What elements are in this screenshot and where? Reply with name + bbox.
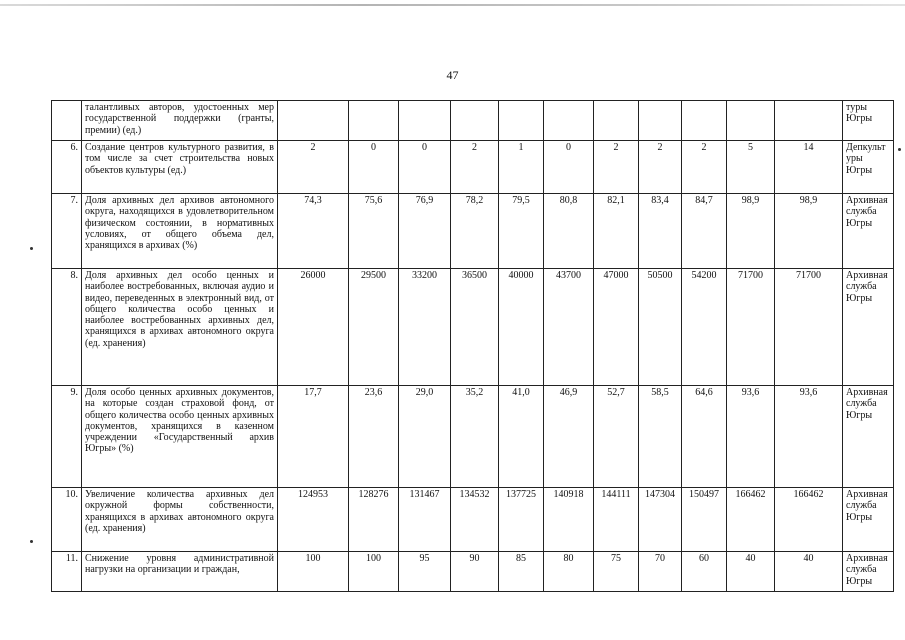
- responsible-agency: Архивная служба Югры: [843, 269, 894, 386]
- indicator-value: [499, 101, 544, 141]
- margin-dot: [30, 247, 33, 250]
- row-number: [52, 101, 82, 141]
- indicator-value: 128276: [349, 488, 399, 552]
- indicator-value: 95: [399, 552, 451, 592]
- indicator-value: 52,7: [594, 386, 639, 488]
- row-number: 6.: [52, 141, 82, 194]
- indicator-value: 75,6: [349, 194, 399, 269]
- table-row: [52, 552, 894, 592]
- indicator-value: 43700: [544, 269, 594, 386]
- indicator-value: 64,6: [682, 386, 727, 488]
- indicator-value: [451, 101, 499, 141]
- indicator-value: 5: [727, 141, 775, 194]
- margin-dot: [30, 540, 33, 543]
- indicator-value: 74,3: [278, 194, 349, 269]
- indicator-value: 83,4: [639, 194, 682, 269]
- responsible-agency: Архивная служба Югры: [843, 552, 894, 592]
- indicator-value: [544, 101, 594, 141]
- indicator-description: Доля особо ценных архивных документов, на которые создан страховой фонд, от общего количества особо ценных архивных документов, хранящихся в казенном учреждении «Государственный архив Югры» (%): [82, 386, 278, 488]
- indicator-value: 147304: [639, 488, 682, 552]
- indicator-value: 41,0: [499, 386, 544, 488]
- indicator-value: 85: [499, 552, 544, 592]
- indicator-description: Создание центров культурного развития, в том числе за счет строительства новых объектов культуры (ед.): [82, 141, 278, 194]
- indicator-value: 79,5: [499, 194, 544, 269]
- indicator-value: 40000: [499, 269, 544, 386]
- indicator-value: 26000: [278, 269, 349, 386]
- table-row: [52, 488, 894, 552]
- row-number: 7.: [52, 194, 82, 269]
- indicator-value: 80: [544, 552, 594, 592]
- indicator-value: 80,8: [544, 194, 594, 269]
- indicator-value: [278, 101, 349, 141]
- indicator-value: 1: [499, 141, 544, 194]
- table-row: [52, 269, 894, 386]
- table-row: [52, 194, 894, 269]
- responsible-agency: Архивная служба Югры: [843, 488, 894, 552]
- indicator-description: Снижение уровня административной нагрузки на организации и граждан,: [82, 552, 278, 592]
- indicator-value: [639, 101, 682, 141]
- indicator-value: 2: [639, 141, 682, 194]
- responsible-agency: Депкульт уры Югры: [843, 141, 894, 194]
- indicator-value: 98,9: [775, 194, 843, 269]
- indicator-value: 0: [349, 141, 399, 194]
- table-row: [52, 101, 894, 141]
- indicator-value: 0: [544, 141, 594, 194]
- indicator-value: 46,9: [544, 386, 594, 488]
- indicator-value: 84,7: [682, 194, 727, 269]
- margin-dot: [898, 148, 901, 151]
- indicator-value: 76,9: [399, 194, 451, 269]
- indicator-value: 98,9: [727, 194, 775, 269]
- row-number: 10.: [52, 488, 82, 552]
- table-row: [52, 141, 894, 194]
- scan-artifact-line: [0, 4, 905, 6]
- indicator-description: Доля архивных дел архивов автономного округа, находящихся в удовлетворительном физическом состоянии, в нормативных условиях, от общего объема дел, хранящихся в архивах (%): [82, 194, 278, 269]
- responsible-agency: Архивная служба Югры: [843, 194, 894, 269]
- indicator-value: 29,0: [399, 386, 451, 488]
- indicator-value: 60: [682, 552, 727, 592]
- indicator-description: Увеличение количества архивных дел окружной формы собственности, хранящихся в архивах автономного округа (ед. хранения): [82, 488, 278, 552]
- indicator-value: 40: [727, 552, 775, 592]
- indicator-value: 137725: [499, 488, 544, 552]
- indicator-value: 82,1: [594, 194, 639, 269]
- responsible-agency: Архивная служба Югры: [843, 386, 894, 488]
- indicator-value: 33200: [399, 269, 451, 386]
- indicator-value: 71700: [775, 269, 843, 386]
- indicator-value: 70: [639, 552, 682, 592]
- indicator-value: 23,6: [349, 386, 399, 488]
- indicator-value: 150497: [682, 488, 727, 552]
- indicator-value: 50500: [639, 269, 682, 386]
- indicator-value: 36500: [451, 269, 499, 386]
- indicator-value: 166462: [727, 488, 775, 552]
- indicator-value: 2: [594, 141, 639, 194]
- indicator-value: 0: [399, 141, 451, 194]
- indicator-value: 47000: [594, 269, 639, 386]
- indicator-description: талантливых авторов, удостоенных мер государственной поддержки (гранты, премии) (ед.): [82, 101, 278, 141]
- indicator-value: 40: [775, 552, 843, 592]
- indicator-value: [682, 101, 727, 141]
- indicator-value: 166462: [775, 488, 843, 552]
- indicators-table: [51, 100, 894, 592]
- indicator-value: 140918: [544, 488, 594, 552]
- indicator-value: 131467: [399, 488, 451, 552]
- indicator-value: 90: [451, 552, 499, 592]
- indicator-value: [349, 101, 399, 141]
- indicator-value: 124953: [278, 488, 349, 552]
- indicator-value: 2: [278, 141, 349, 194]
- indicator-value: [727, 101, 775, 141]
- indicator-value: 2: [451, 141, 499, 194]
- indicator-value: 134532: [451, 488, 499, 552]
- row-number: 11.: [52, 552, 82, 592]
- indicator-value: 14: [775, 141, 843, 194]
- indicator-value: 75: [594, 552, 639, 592]
- indicator-value: [399, 101, 451, 141]
- indicator-value: [775, 101, 843, 141]
- row-number: 8.: [52, 269, 82, 386]
- indicator-value: 35,2: [451, 386, 499, 488]
- responsible-agency: туры Югры: [843, 101, 894, 141]
- indicator-value: [594, 101, 639, 141]
- indicator-description: Доля архивных дел особо ценных и наиболее востребованных, включая аудио и видео, переведенных в электронный вид, от общего количества особо ценных и наиболее востребованных архивных дел, хранящихся в архивах автономного округа (ед. хранения): [82, 269, 278, 386]
- indicator-value: 17,7: [278, 386, 349, 488]
- indicator-value: 144111: [594, 488, 639, 552]
- indicator-value: 2: [682, 141, 727, 194]
- table-row: [52, 386, 894, 488]
- indicator-value: 100: [278, 552, 349, 592]
- row-number: 9.: [52, 386, 82, 488]
- page-number: 47: [446, 68, 459, 82]
- indicator-value: 93,6: [775, 386, 843, 488]
- indicator-value: 29500: [349, 269, 399, 386]
- indicator-value: 93,6: [727, 386, 775, 488]
- indicator-value: 71700: [727, 269, 775, 386]
- indicator-value: 54200: [682, 269, 727, 386]
- indicator-value: 100: [349, 552, 399, 592]
- indicator-value: 78,2: [451, 194, 499, 269]
- indicator-value: 58,5: [639, 386, 682, 488]
